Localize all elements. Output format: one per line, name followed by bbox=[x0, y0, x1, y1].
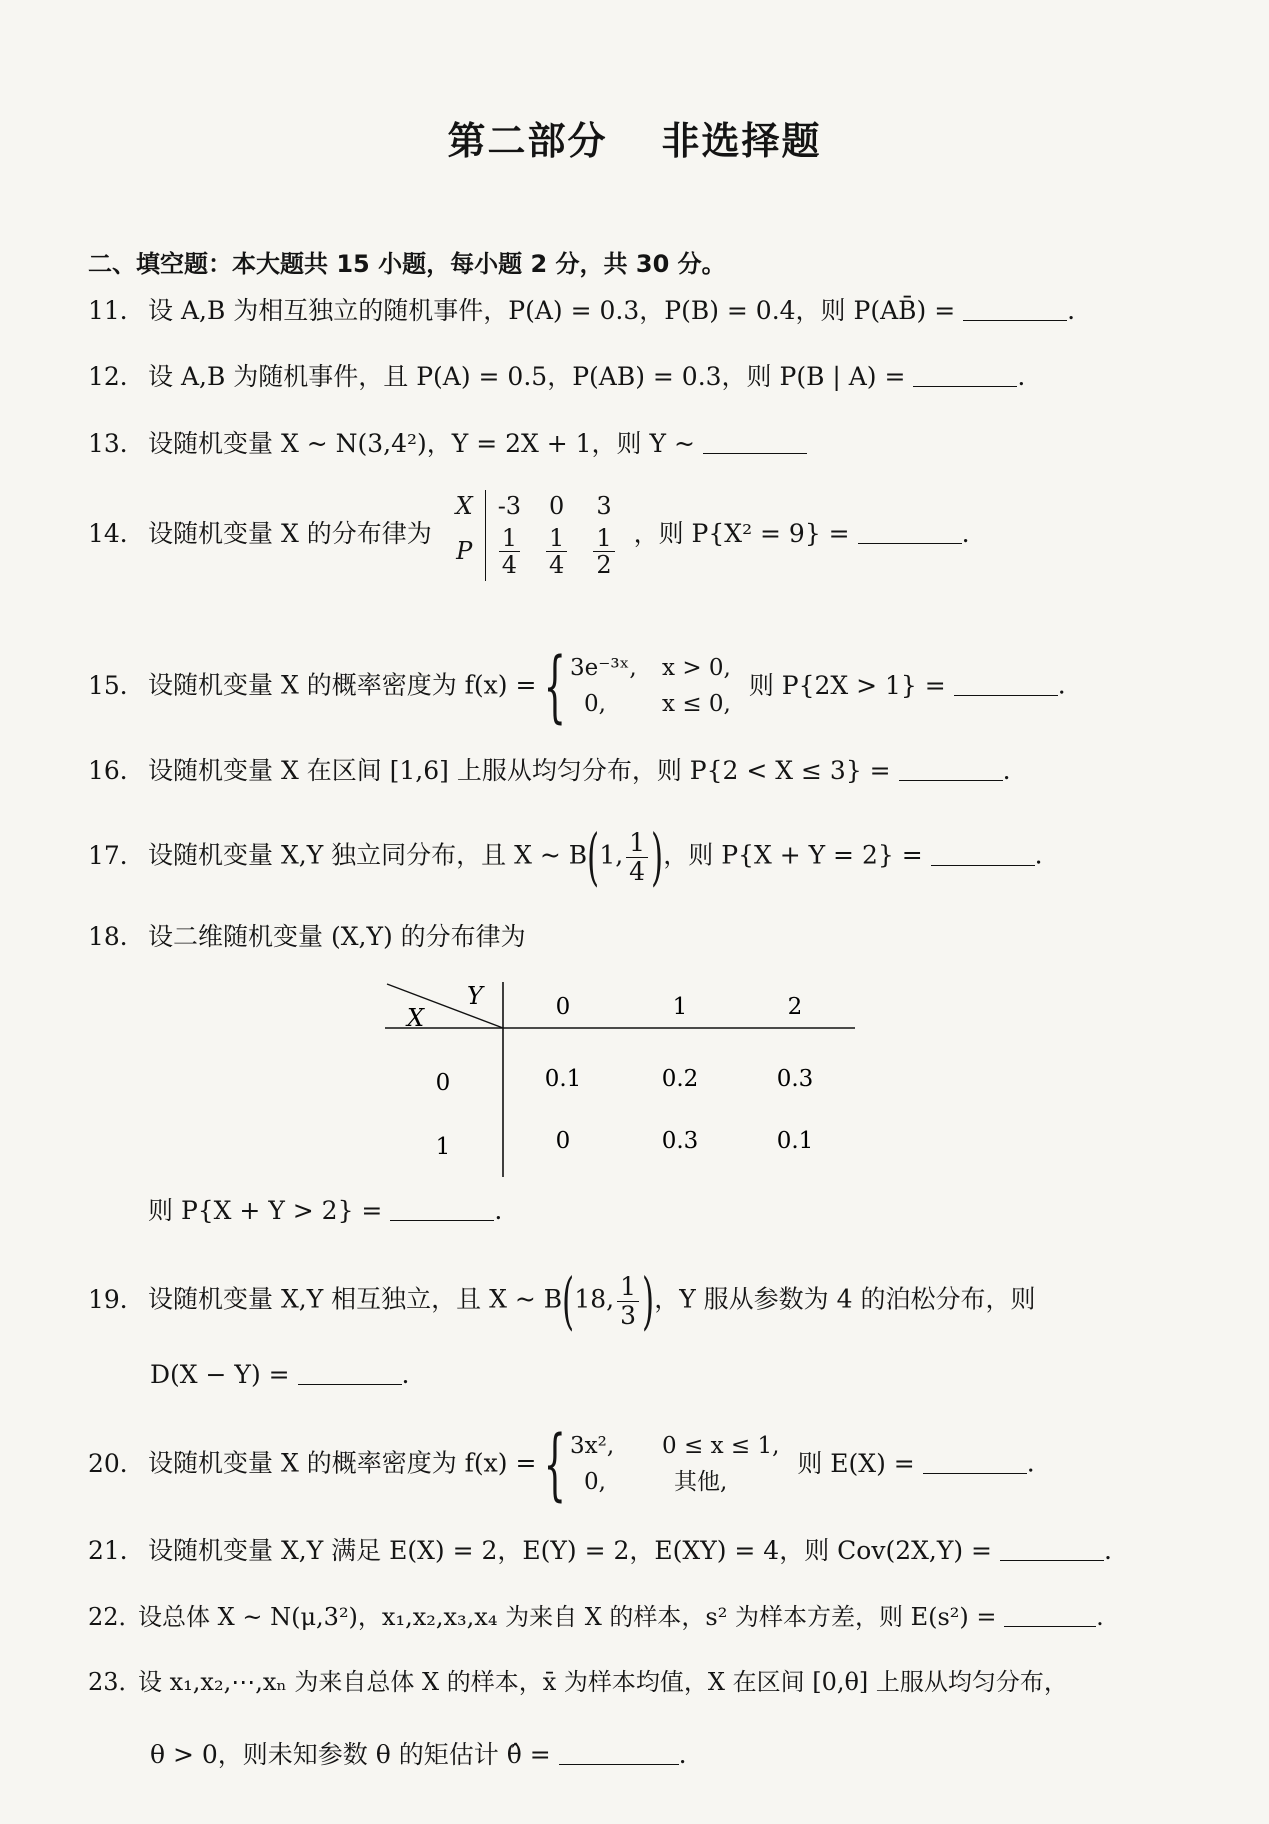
question-13 bbox=[88, 429, 807, 459]
period: . bbox=[678, 1740, 687, 1769]
question-11 bbox=[88, 296, 1075, 326]
question-text: 设随机变量 X 在区间 [1,6] 上服从均匀分布，则 P{2 < X ≤ 3} = bbox=[148, 756, 891, 785]
period: . bbox=[1067, 296, 1076, 325]
cell-value: 0.2 bbox=[661, 1066, 699, 1092]
question-text: 设随机变量 X,Y 满足 E(X) = 2，E(Y) = 2，E(XY) = 4，则 Cov(2X,Y) = bbox=[148, 1536, 993, 1565]
question-14 bbox=[88, 490, 970, 581]
question-number: 18． bbox=[88, 922, 145, 951]
question-number: 12． bbox=[88, 362, 145, 391]
joint-table-svg bbox=[385, 982, 865, 1182]
question-19: 19． 设随机变量 X,Y 相互独立，且 X ~ B(18, $\frac{1}{3}$ )，Y 服从参数为 4 的泊松分布，则 bbox=[88, 1264, 1036, 1337]
part-title bbox=[0, 110, 1269, 165]
period: . bbox=[494, 1196, 503, 1225]
answer-blank[interactable] bbox=[390, 1196, 494, 1221]
question-text-after: 则 E(X) = bbox=[797, 1448, 915, 1478]
distribution-table bbox=[446, 490, 628, 581]
period: . bbox=[1002, 756, 1011, 785]
question-16 bbox=[88, 756, 1011, 786]
answer-blank[interactable] bbox=[899, 756, 1003, 781]
question-12 bbox=[88, 362, 1025, 392]
p-value: $\frac{1}{4}$ bbox=[485, 523, 533, 581]
question-text-after: ，Y 服从参数为 4 的泊松分布，则 bbox=[654, 1284, 1036, 1314]
question-text: 设 x₁,x₂,⋯,xₙ 为来自总体 X 的样本，x̄ 为样本均值，X 在区间 [0,θ] 上服从均匀分布， bbox=[138, 1668, 1068, 1696]
col-header: 1 bbox=[672, 994, 688, 1020]
question-number: 16． bbox=[88, 756, 145, 785]
answer-blank[interactable] bbox=[931, 841, 1035, 866]
cell-value: 0.3 bbox=[661, 1128, 699, 1154]
left-brace: { bbox=[544, 1420, 567, 1510]
question-number: 13． bbox=[88, 429, 145, 458]
answer-blank[interactable] bbox=[298, 1360, 402, 1385]
col-header: 0 bbox=[555, 994, 571, 1020]
period: . bbox=[1034, 840, 1043, 870]
answer-blank[interactable] bbox=[954, 671, 1058, 696]
question-text: 设随机变量 X,Y 独立同分布，且 X ~ B bbox=[148, 840, 588, 870]
question-21 bbox=[88, 1536, 1112, 1566]
question-number: 19． bbox=[88, 1284, 145, 1314]
piecewise-cases: 3x², 0 ≤ x ≤ 1, 0, 其他, bbox=[570, 1433, 780, 1495]
p-label: P bbox=[446, 523, 486, 581]
answer-blank[interactable] bbox=[559, 1740, 679, 1765]
cell-value: 0.3 bbox=[776, 1066, 814, 1092]
fraction: $\frac{1}{3}$ bbox=[617, 1273, 639, 1329]
row-label: X bbox=[407, 1004, 425, 1032]
x-value: -3 bbox=[497, 492, 522, 520]
x-value: 0 bbox=[549, 492, 565, 520]
question-text: 设二维随机变量 (X,Y) 的分布律为 bbox=[148, 922, 526, 951]
x-value: 3 bbox=[596, 492, 612, 520]
question-text: θ > 0，则未知参数 θ 的矩估计 θ̂ = bbox=[150, 1740, 551, 1769]
cell-value: 0.1 bbox=[776, 1128, 814, 1154]
question-23-line2 bbox=[150, 1740, 687, 1770]
section-heading: 二、填空题：本大题共 15 小题，每小题 2 分，共 30 分。 bbox=[88, 250, 726, 278]
question-19-line2 bbox=[150, 1360, 410, 1390]
question-text: 设随机变量 X 的概率密度为 f(x) = bbox=[148, 670, 537, 700]
question-20 bbox=[88, 1420, 1035, 1510]
cell-value: 0.1 bbox=[544, 1066, 582, 1092]
question-number: 14． bbox=[88, 518, 145, 548]
param: 18, bbox=[574, 1284, 615, 1314]
left-brace: { bbox=[544, 642, 567, 732]
answer-blank[interactable] bbox=[963, 296, 1067, 321]
question-text: 设随机变量 X 的概率密度为 f(x) = bbox=[148, 1448, 537, 1478]
question-number: 17． bbox=[88, 840, 145, 870]
question-text-after: ，则 P{X + Y = 2} = bbox=[663, 840, 923, 870]
title-right: 非选择题 bbox=[661, 119, 822, 163]
question-number: 15． bbox=[88, 670, 145, 700]
answer-blank[interactable] bbox=[858, 519, 962, 544]
row-header: 0 bbox=[435, 1070, 451, 1096]
answer-blank[interactable] bbox=[1004, 1602, 1096, 1627]
question-text: D(X − Y) = bbox=[150, 1360, 290, 1389]
question-number: 20． bbox=[88, 1448, 145, 1478]
question-15 bbox=[88, 642, 1066, 732]
period: . bbox=[1057, 670, 1066, 700]
question-text: 设 A,B 为相互独立的随机事件，P(A) = 0.3，P(B) = 0.4，则 P(AB̄) = bbox=[148, 296, 956, 325]
answer-blank[interactable] bbox=[923, 1449, 1027, 1474]
col-header: 2 bbox=[787, 994, 803, 1020]
question-text-after: 则 P{X + Y > 2} = bbox=[148, 1196, 383, 1225]
question-23 bbox=[88, 1668, 1068, 1697]
question-number: 11． bbox=[88, 296, 145, 325]
p-value: $\frac{1}{4}$ bbox=[533, 523, 580, 581]
answer-blank[interactable] bbox=[703, 429, 807, 454]
joint-distribution-table bbox=[385, 982, 865, 1182]
question-text: 设随机变量 X ~ N(3,4²)，Y = 2X + 1，则 Y ~ bbox=[148, 429, 695, 458]
question-text: 设总体 X ~ N(μ,3²)，x₁,x₂,x₃,x₄ 为来自 X 的样本，s² 为样本方差，则 E(s²) = bbox=[138, 1603, 997, 1631]
question-number: 22． bbox=[88, 1603, 143, 1631]
col-label: Y bbox=[467, 982, 483, 1010]
diagonal-rule bbox=[387, 984, 503, 1028]
p-value: $\frac{1}{2}$ bbox=[580, 523, 627, 581]
answer-blank[interactable] bbox=[913, 362, 1017, 387]
question-text-after: 则 P{2X > 1} = bbox=[748, 670, 946, 700]
title-left: 第二部分 bbox=[447, 119, 608, 163]
question-text: 设随机变量 X 的分布律为 bbox=[148, 518, 432, 548]
question-text: 设 A,B 为随机事件，且 P(A) = 0.5，P(AB) = 0.3，则 P(B | A) = bbox=[148, 362, 906, 391]
period: . bbox=[1017, 362, 1026, 391]
period: . bbox=[1103, 1536, 1112, 1565]
question-text-after: ，则 P{X² = 9} = bbox=[633, 518, 850, 548]
period: . bbox=[961, 518, 970, 548]
period: . bbox=[1026, 1448, 1035, 1478]
question-18-ask bbox=[148, 1196, 502, 1226]
fraction: $\frac{1}{4}$ bbox=[626, 829, 648, 885]
question-number: 23． bbox=[88, 1668, 143, 1696]
answer-blank[interactable] bbox=[1000, 1536, 1104, 1561]
period: . bbox=[1096, 1603, 1104, 1631]
question-text: 设随机变量 X,Y 相互独立，且 X ~ B bbox=[148, 1284, 563, 1314]
param: 1, bbox=[599, 840, 624, 870]
cell-value: 0 bbox=[555, 1128, 571, 1154]
x-label: X bbox=[446, 490, 486, 523]
row-header: 1 bbox=[435, 1134, 451, 1160]
question-22 bbox=[88, 1602, 1104, 1632]
question-18 bbox=[88, 922, 526, 952]
piecewise-cases: 3e⁻³ˣ, x > 0, 0, x ≤ 0, bbox=[570, 655, 731, 717]
question-17: 17． 设随机变量 X,Y 独立同分布，且 X ~ B(1, $\frac{1}{4}$ )，则 P{X + Y = 2} = . bbox=[88, 820, 1043, 893]
question-number: 21． bbox=[88, 1536, 145, 1565]
period: . bbox=[401, 1360, 410, 1389]
